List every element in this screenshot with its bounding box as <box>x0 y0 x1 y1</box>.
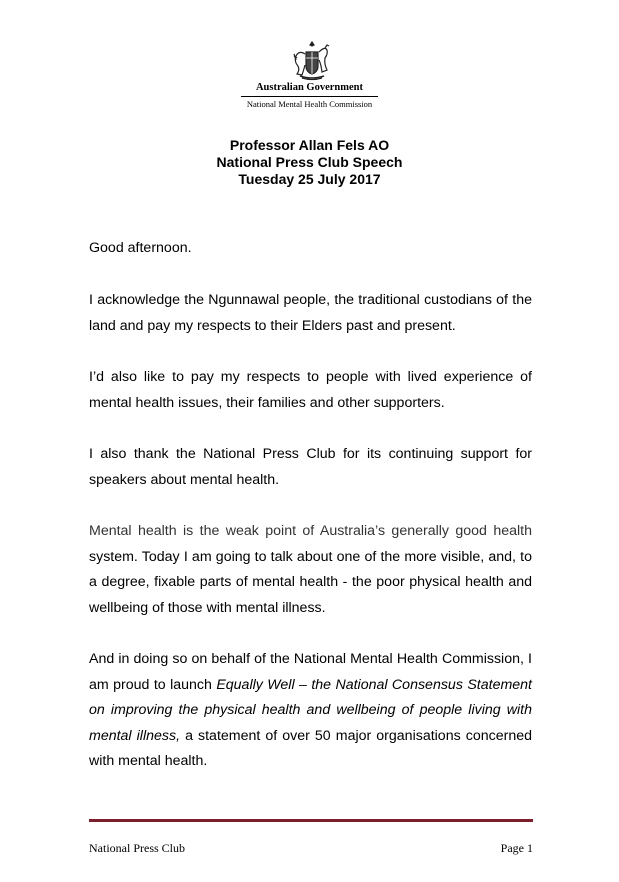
footer-left: National Press Club <box>89 841 185 855</box>
mental-health-paragraph <box>89 519 532 621</box>
acknowledgement-paragraph: I acknowledge the Ngunnawal people, the traditional custodians of the land and pay my respects to their Elders past and present. <box>89 292 532 334</box>
launch-text-2: a statement of over 50 major organisations concerned with mental health. <box>89 727 532 769</box>
thanks-paragraph: I also thank the National Press Club for its continuing support for speakers about mental health. <box>89 446 532 488</box>
launch-paragraph <box>89 647 532 775</box>
speech-event: National Press Club Speech <box>216 154 403 170</box>
government-name: Australian Government <box>255 82 364 93</box>
speaker-name: Professor Allan Fels AO <box>229 137 390 153</box>
mental-health-lead: Mental health is the weak point of Australia’s generally good health <box>89 523 532 539</box>
page-number: Page 1 <box>500 841 533 855</box>
respects-paragraph <box>89 365 532 416</box>
speech-date: Tuesday 25 July 2017 <box>238 171 381 187</box>
greeting-paragraph: Good afternoon. <box>89 240 192 256</box>
coat-of-arms-icon <box>292 40 332 82</box>
footer-divider <box>89 819 533 822</box>
header-divider <box>241 96 378 97</box>
mental-health-rest: system. Today I am going to talk about one of the more visible, and, to a degree, fixable parts of mental health - the poor physical health and wellbeing of those with mental illness. <box>89 548 532 616</box>
launch-text-1: And in doing so on behalf of the National Mental Health Commission, I am proud to launch <box>89 651 532 693</box>
respects-start: I’d <box>89 369 104 385</box>
launch-italic-title: Equally Well – the National Consensus Statement on improving the physical health and wellbeing of people living with mental illness, <box>89 676 532 744</box>
respects-rest: also like to pay my respects to people with lived experience of mental health issues, their families and other supporters. <box>89 369 532 411</box>
commission-name: National Mental Health Commission <box>246 99 373 109</box>
